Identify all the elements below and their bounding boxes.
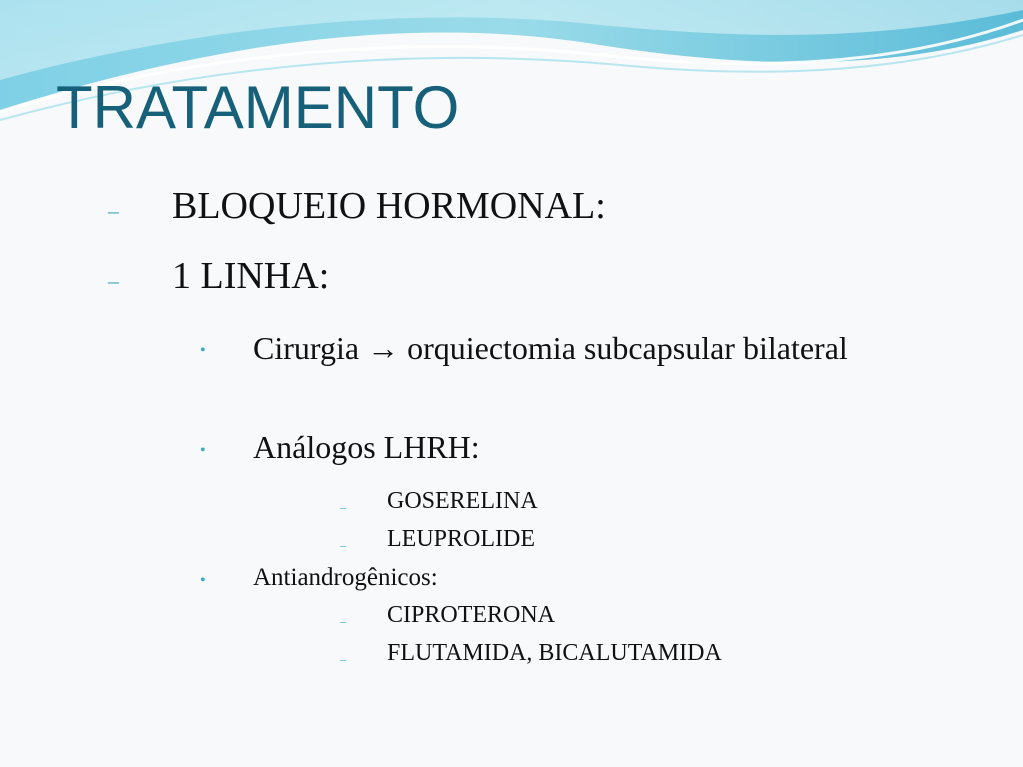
- dot-bullet-icon: •: [200, 442, 206, 459]
- level3-text: GOSERELINA: [387, 488, 538, 514]
- level3-text: CIPROTERONA: [387, 602, 556, 628]
- dash-bullet-icon: –: [108, 268, 119, 293]
- dot-bullet-icon: •: [200, 342, 206, 359]
- level2-text: Análogos LHRH:: [253, 429, 480, 465]
- dash-bullet-icon: –: [108, 198, 119, 223]
- level3-text: FLUTAMIDA, BICALUTAMIDA: [387, 640, 722, 666]
- level3-text: LEUPROLIDE: [387, 526, 535, 552]
- level1-text: 1 LINHA:: [172, 255, 330, 297]
- dash-bullet-icon: –: [340, 614, 346, 628]
- slide-title: TRATAMENTO: [56, 74, 460, 141]
- dash-bullet-icon: –: [340, 652, 346, 666]
- dash-bullet-icon: –: [340, 538, 346, 552]
- dot-bullet-icon: •: [200, 572, 206, 589]
- level2-text: Cirurgia → orquiectomia subcapsular bilateral: [253, 330, 848, 366]
- level1-text: BLOQUEIO HORMONAL:: [172, 185, 606, 227]
- dash-bullet-icon: –: [340, 500, 346, 514]
- level2-text: Antiandrogênicos:: [253, 564, 438, 591]
